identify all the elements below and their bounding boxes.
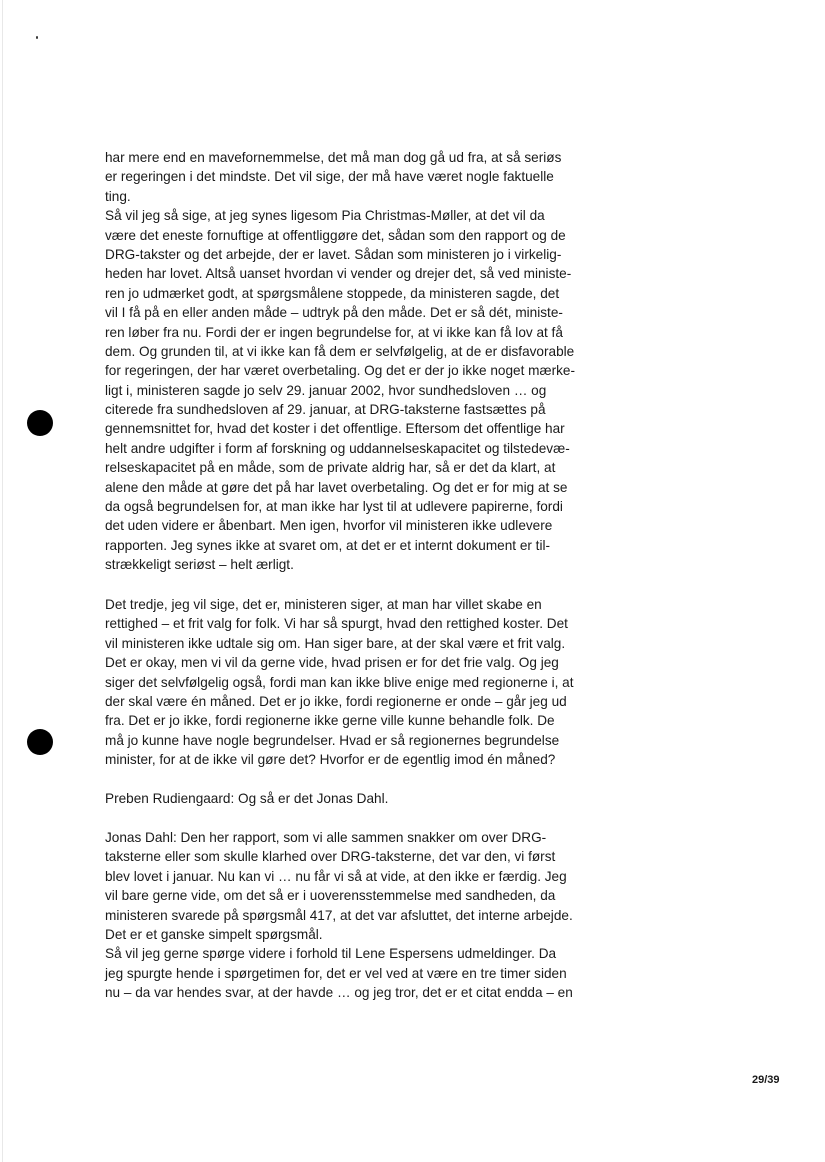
text-line: jeg spurgte hende i spørgetimen for, det er vel ved at være en tre timer siden xyxy=(105,965,567,981)
text-line: nu – da var hendes svar, at der havde … og jeg tror, det er et citat endda – en xyxy=(105,985,573,1001)
text-line: blev lovet i januar. Nu kan vi … nu får vi så at vide, at den ikke er færdig. Jeg xyxy=(105,868,567,884)
text-line: vil bare gerne vide, om det så er i uoverensstemmelse med sandheden, da xyxy=(105,888,556,904)
text-line: Jonas Dahl: Den her rapport, som vi alle sammen snakker om over DRG- xyxy=(105,830,547,845)
text-line: Så vil jeg gerne spørge videre i forhold til Lene Espersens udmeldinger. Da xyxy=(105,946,557,962)
text-line: taksterne eller som skulle klarhed over DRG-taksterne, det var den, vi først xyxy=(105,849,556,865)
text-line: heden har lovet. Altså uanset hvordan vi vender og drejer det, så ved ministe- xyxy=(105,266,572,282)
text-line: DRG-takster og det arbejde, der er lavet. Sådan som ministeren jo i virkelig- xyxy=(105,246,562,262)
paragraph-2 xyxy=(105,595,585,770)
text-line: være det eneste fornuftige at offentliggøre det, sådan som den rapport og de xyxy=(105,227,566,243)
text-line: Det tredje, jeg vil sige, det er, ministeren siger, at man har villet skabe en xyxy=(105,597,542,612)
text-line: dem. Og grunden til, at vi ikke kan få dem er selvfølgelig, at de er disfavorable xyxy=(105,343,575,359)
text-line: vil I få på en eller anden måde – udtryk på den måde. Det er så dét, ministe- xyxy=(105,305,563,321)
text-line: der skal være én måned. Det er jo ikke, fordi regionerne er onde – går jeg ud xyxy=(105,693,567,709)
punch-hole-top xyxy=(27,410,53,436)
text-line: Det er okay, men vi vil da gerne vide, hvad prisen er for det frie valg. Og jeg xyxy=(105,655,559,671)
text-line: gennemsnittet for, hvad det koster i det offentlige. Eftersom det offentlige har xyxy=(105,421,565,437)
text-line: ren jo udmærket godt, at spørgsmålene stoppede, da ministeren sagde, det xyxy=(105,285,560,301)
text-line: må jo kunne have nogle begrundelser. Hvad er så regionernes begrundelse xyxy=(105,732,560,748)
text-line: fra. Det er jo ikke, fordi regionerne ikke gerne ville kunne behandle folk. De xyxy=(105,713,555,729)
scan-edge xyxy=(2,0,3,1162)
paragraph-jonas-dahl xyxy=(105,828,585,1003)
text-line: strækkeligt seriøst – helt ærligt. xyxy=(105,557,294,573)
text-line: Så vil jeg så sige, at jeg synes ligesom Pia Christmas-Møller, at det vil da xyxy=(105,208,545,224)
text-line: vil ministeren ikke udtale sig om. Han siger bare, at der skal være et frit valg. xyxy=(105,635,566,651)
text-line: helt andre udgifter i form af forskning og uddannelseskapacitet og tilstedevæ- xyxy=(105,440,570,456)
text-line: ren løber fra nu. Fordi der er ingen begrundelse for, at vi ikke kan få lov at få xyxy=(105,324,563,340)
text-line: rettighed – et frit valg for folk. Vi har så spurgt, hvad den rettighed koster. Det xyxy=(105,616,568,632)
text-line: alene den måde at gøre det på har lavet overbetaling. Og det er for mig at se xyxy=(105,479,568,495)
text-line: ministeren svarede på spørgsmål 417, at det var afsluttet, det interne arbejde. xyxy=(105,907,573,923)
text-line: Preben Rudiengaard: Og så er det Jonas Dahl. xyxy=(105,791,389,806)
text-line: er regeringen i det mindste. Det vil sige, der må have været nogle faktuelle xyxy=(105,169,554,185)
text-line: ligt i, ministeren sagde jo selv 29. januar 2002, hvor sundhedsloven … og xyxy=(105,382,547,398)
text-line: minister, for at de ikke vil gøre det? Hvorfor er de egentlig imod én måned? xyxy=(105,752,556,768)
text-line: rapporten. Jeg synes ikke at svaret om, at det er et internt dokument er til- xyxy=(105,537,551,553)
text-line: for regeringen, der har været overbetaling. Og det er der jo ikke noget mærke- xyxy=(105,363,575,379)
text-line: det uden videre er åbenbart. Men igen, hvorfor vil ministeren ikke udlevere xyxy=(105,518,553,534)
paragraph-1 xyxy=(105,148,585,575)
text-line: har mere end en mavefornemmelse, det må man dog gå ud fra, at så seriøs xyxy=(105,150,562,165)
paragraph-speaker-note xyxy=(105,789,585,808)
text-line: Det er et ganske simpelt spørgsmål. xyxy=(105,926,323,942)
scan-speck xyxy=(36,36,38,39)
text-line: citerede fra sundhedsloven af 29. januar, at DRG-taksterne fastsættes på xyxy=(105,402,546,418)
text-line: siger det selvfølgelig også, fordi man kan ikke blive enige med regionerne i, at xyxy=(105,674,574,690)
text-line: da også begrundelsen for, at man ikke har lyst til at udlevere papirerne, fordi xyxy=(105,499,563,515)
text-line: relseskapacitet på en måde, som de private aldrig har, så er det da klart, at xyxy=(105,460,556,476)
page-number: 29/39 xyxy=(752,1074,780,1086)
text-line: ting. xyxy=(105,188,131,204)
punch-hole-bottom xyxy=(27,729,53,755)
